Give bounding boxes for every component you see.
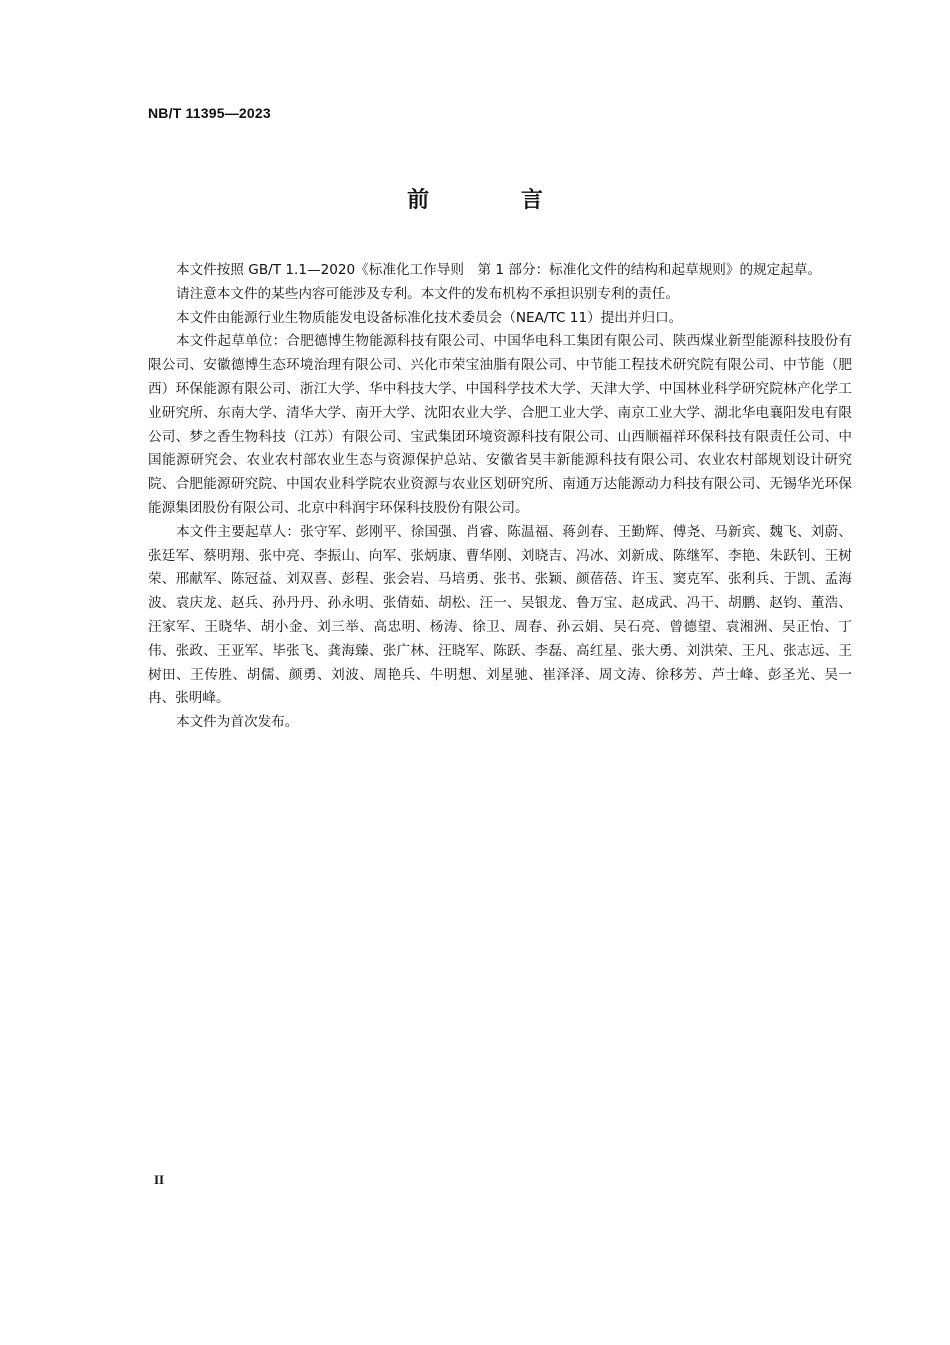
page-number: II — [154, 1172, 165, 1187]
paragraph-drafting-rules: 本文件按照 GB/T 1.1—2020《标准化工作导则 第 1 部分：标准化文件的结构和起草规则》的规定起草。 — [176, 262, 822, 278]
paragraph-main-drafters: 本文件主要起草人：张守军、彭刚平、徐国强、肖睿、陈温福、蒋剑春、王勤辉、傅尧、马新宾、魏飞、刘蔚、张廷军、蔡明翔、张中亮、李振山、向军、张炳康、曹华刚、刘晓吉、冯冰、刘新成、陈继军、李艳、朱跃钊、王树荣、邢献军、陈冠益、刘双喜、彭程、张会岩、马培勇、张书、张颖、颜蓓蓓、许玉、窦克军、张利兵、于凯、孟海波、袁庆龙、赵兵、孙丹丹、孙永明、张倩茹、胡松、汪一、吴银龙、鲁万宝、赵成武、冯干、胡鹏、赵钧、董浩、汪家军、王晓华、胡小金、刘三举、高忠明、杨涛、徐卫、周春、孙云娟、吴石亮、曾德望、袁湘洲、吴正怡、丁伟、张政、王亚军、毕张飞、龚海臻、张广林、汪晓军、陈跃、李磊、高红星、张大勇、刘洪荣、王凡、张志远、王树田、王传胜、胡儒、颜勇、刘波、周艳兵、牛明想、刘星驰、崔泽泽、周文涛、徐移芳、芦士峰、彭圣光、吴一冉、张明峰。 — [148, 523, 852, 707]
standard-code: NB/T 11395—2023 — [148, 105, 271, 121]
foreword-body — [148, 259, 852, 735]
paragraph-drafting-organizations: 本文件起草单位：合肥德博生物能源科技有限公司、中国华电科工集团有限公司、陕西煤业新型能源科技股份有限公司、安徽德博生态环境治理有限公司、兴化市荣宝油脂有限公司、中节能工程技术研究院有限公司、中节能（肥西）环保能源有限公司、浙江大学、华中科技大学、中国科学技术大学、天津大学、中国林业科学研究院林产化学工业研究所、东南大学、清华大学、南开大学、沈阳农业大学、合肥工业大学、南京工业大学、湖北华电襄阳发电有限公司、梦之香生物科技（江苏）有限公司、宝武集团环境资源科技有限公司、山西顺福祥环保科技有限责任公司、中国能源研究会、农业农村部农业生态与资源保护总站、安徽省昊丰新能源科技有限公司、农业农村部规划设计研究院、合肥能源研究院、中国农业科学院农业资源与农业区划研究所、南通万达能源动力科技有限公司、无锡华光环保能源集团股份有限公司、北京中科润宇环保科技股份有限公司。 — [148, 333, 852, 516]
paragraph-first-release: 本文件为首次发布。 — [176, 714, 299, 731]
paragraph-patent-notice: 请注意本文件的某些内容可能涉及专利。本文件的发布机构不承担识别专利的责任。 — [176, 285, 679, 302]
paragraph-proposer: 本文件由能源行业生物质能发电设备标准化技术委员会（NEA/TC 11）提出并归口。 — [176, 309, 683, 326]
page-title: 前 言 — [407, 188, 585, 213]
